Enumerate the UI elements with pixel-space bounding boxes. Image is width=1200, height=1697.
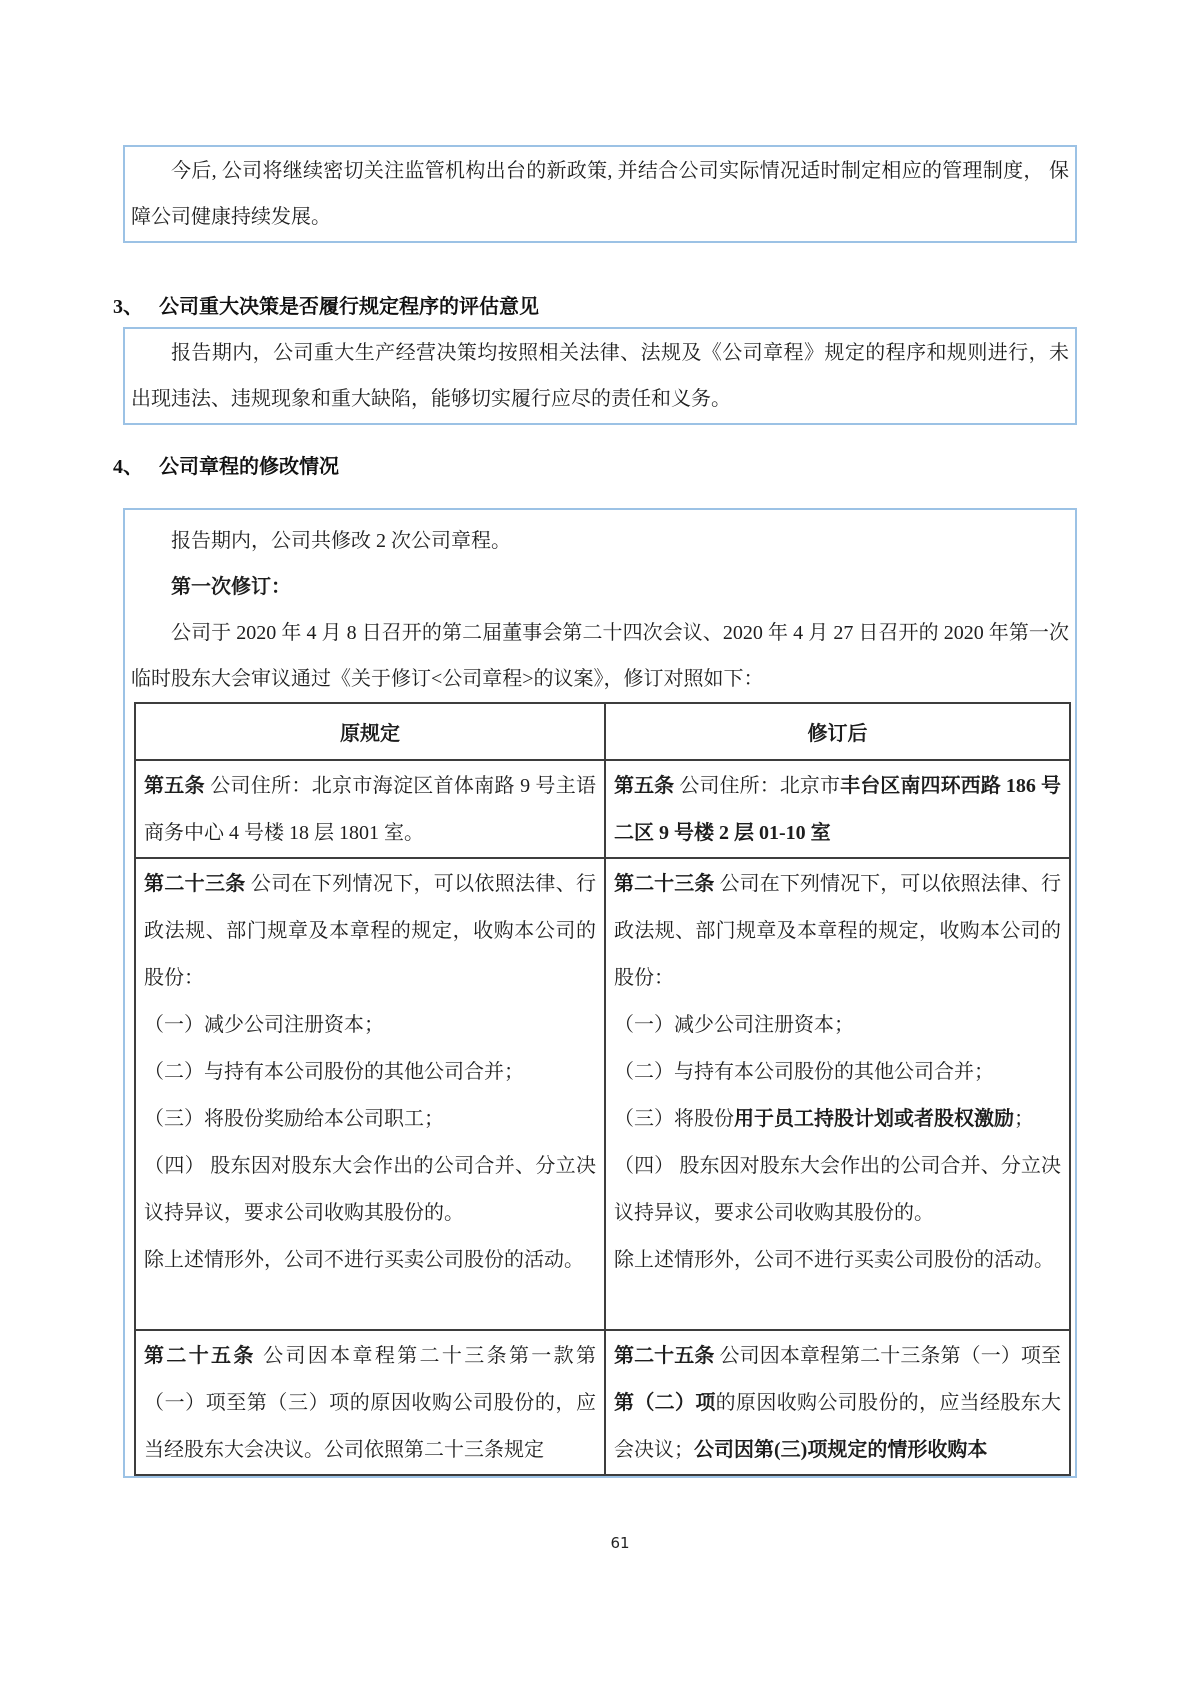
bold-text-run: 第二十三条 xyxy=(144,873,251,895)
section4-paragraph-2: 第一次修订： xyxy=(171,576,291,598)
cell-paragraph xyxy=(614,1143,1061,1237)
bold-text-run: 公司因第(三)项规定的情形收购本 xyxy=(694,1439,988,1461)
cell-paragraph xyxy=(614,1049,1061,1096)
bold-text-run: 第二十三条 xyxy=(614,873,720,895)
cell-paragraph xyxy=(144,1096,596,1143)
section3-heading xyxy=(113,293,1200,321)
column-header-revised: 修订后 xyxy=(605,703,1070,760)
page-number: 61 xyxy=(610,1534,630,1552)
text-run: （四） 股东因对股东大会作出的公司合并、分立决议持异议，要求公司收购其股份的。 xyxy=(614,1155,1061,1224)
section3-title: 公司重大决策是否履行规定程序的评估意见 xyxy=(159,296,539,318)
cell-paragraph xyxy=(614,1096,1061,1143)
intro-textbox xyxy=(123,145,1077,243)
cell-paragraph xyxy=(144,1237,596,1284)
intro-paragraph: 今后, 公司将继续密切关注监管机构出台的新政策, 并结合公司实际情况适时制定相应的管理制度， 保障公司健康持续发展。 xyxy=(131,160,1069,228)
section4-title: 公司章程的修改情况 xyxy=(159,456,339,478)
cell-paragraph xyxy=(614,1333,1061,1474)
cell-paragraph xyxy=(614,1237,1061,1284)
text-run: 除上述情形外，公司不进行买卖公司股份的活动。 xyxy=(614,1249,1054,1271)
section4-paragraph-1: 报告期内，公司共修改 2 次公司章程。 xyxy=(171,530,511,552)
text-run: （三）将股份 xyxy=(614,1108,734,1130)
table-cell-left xyxy=(135,858,605,1330)
cell-paragraph xyxy=(144,861,596,1002)
bold-text-run: 第二十五条 xyxy=(614,1345,720,1367)
bold-text-run: 用于员工持股计划或者股权激励 xyxy=(734,1108,1014,1130)
bold-text-run: 丰台区南四环西路 186 号二区 9 号楼 2 层 01-10 室 xyxy=(614,775,1062,844)
bold-text-run: 第五条 xyxy=(614,775,680,797)
text-run: （二）与持有本公司股份的其他公司合并； xyxy=(144,1061,524,1083)
text-run: （四） 股东因对股东大会作出的公司合并、分立决议持异议，要求公司收购其股份的。 xyxy=(144,1155,596,1224)
cell-paragraph xyxy=(144,1143,596,1237)
text-run: 公司因本章程第二十三条第（一）项至 xyxy=(719,1345,1062,1367)
section3-paragraph: 报告期内，公司重大生产经营决策均按照相关法律、法规及《公司章程》规定的程序和规则进行，未出现违法、违规现象和重大缺陷，能够切实履行应尽的责任和义务。 xyxy=(131,342,1069,410)
cell-paragraph xyxy=(144,1049,596,1096)
text-run: （三）将股份奖励给本公司职工； xyxy=(144,1108,444,1130)
section4-paragraph-3: 公司于 2020 年 4 月 8 日召开的第二届董事会第二十四次会议、2020 年 4 月 27 日召开的 2020 年第一次临时股东大会审议通过《关于修订<公司章程>的议案》，修订对照如下： xyxy=(131,622,1069,690)
section3-textbox xyxy=(123,327,1077,425)
text-run: 的原因收购公司股份的，应当经股东大会决议； xyxy=(614,1392,1062,1461)
text-run: （二）与持有本公司股份的其他公司合并； xyxy=(614,1061,994,1083)
text-run: 除上述情形外，公司不进行买卖公司股份的活动。 xyxy=(144,1249,584,1271)
cell-paragraph xyxy=(614,861,1061,1002)
text-run: 公司住所：北京市 xyxy=(679,775,841,797)
bold-text-run: 第（二）项 xyxy=(614,1392,716,1414)
cell-paragraph xyxy=(144,1002,596,1049)
section4-number: 4、 xyxy=(113,456,143,478)
table-cell-left xyxy=(135,1330,605,1475)
text-run: 公司在下列情况下，可以依照法律、行政法规、部门规章及本章程的规定，收购本公司的股份： xyxy=(614,873,1062,989)
text-run: （一）减少公司注册资本； xyxy=(144,1014,384,1036)
section4-heading xyxy=(113,453,1200,481)
bold-text-run: 第二十五条 xyxy=(144,1345,264,1367)
section3-number: 3、 xyxy=(113,296,143,318)
text-run: （一）减少公司注册资本； xyxy=(614,1014,854,1036)
text-run: 公司住所：北京市海淀区首体南路 9 号主语商务中心 4 号楼 18 层 1801 室。 xyxy=(144,775,597,844)
table-cell-right xyxy=(605,858,1070,1330)
table-cell-right xyxy=(605,1330,1070,1475)
table-cell-right xyxy=(605,760,1070,858)
revision-comparison-table xyxy=(134,702,1071,1476)
text-run: ； xyxy=(1014,1108,1034,1130)
table-row xyxy=(135,1330,1070,1475)
cell-paragraph xyxy=(144,1333,596,1474)
bold-text-run: 第五条 xyxy=(144,775,211,797)
cell-paragraph xyxy=(614,763,1061,857)
table-row xyxy=(135,858,1070,1330)
table-row xyxy=(135,760,1070,858)
section4-textbox xyxy=(123,508,1077,1478)
table-header-row xyxy=(135,703,1070,760)
cell-paragraph xyxy=(144,763,596,857)
text-run: 公司因本章程第二十三条第一款第（一）项至第（三）项的原因收购公司股份的，应当经股东大会决议。公司依照第二十三条规定 xyxy=(144,1345,597,1461)
column-header-original: 原规定 xyxy=(135,703,605,760)
text-run: 公司在下列情况下，可以依照法律、行政法规、部门规章及本章程的规定，收购本公司的股份： xyxy=(144,873,597,989)
table-cell-left xyxy=(135,760,605,858)
cell-paragraph xyxy=(614,1002,1061,1049)
